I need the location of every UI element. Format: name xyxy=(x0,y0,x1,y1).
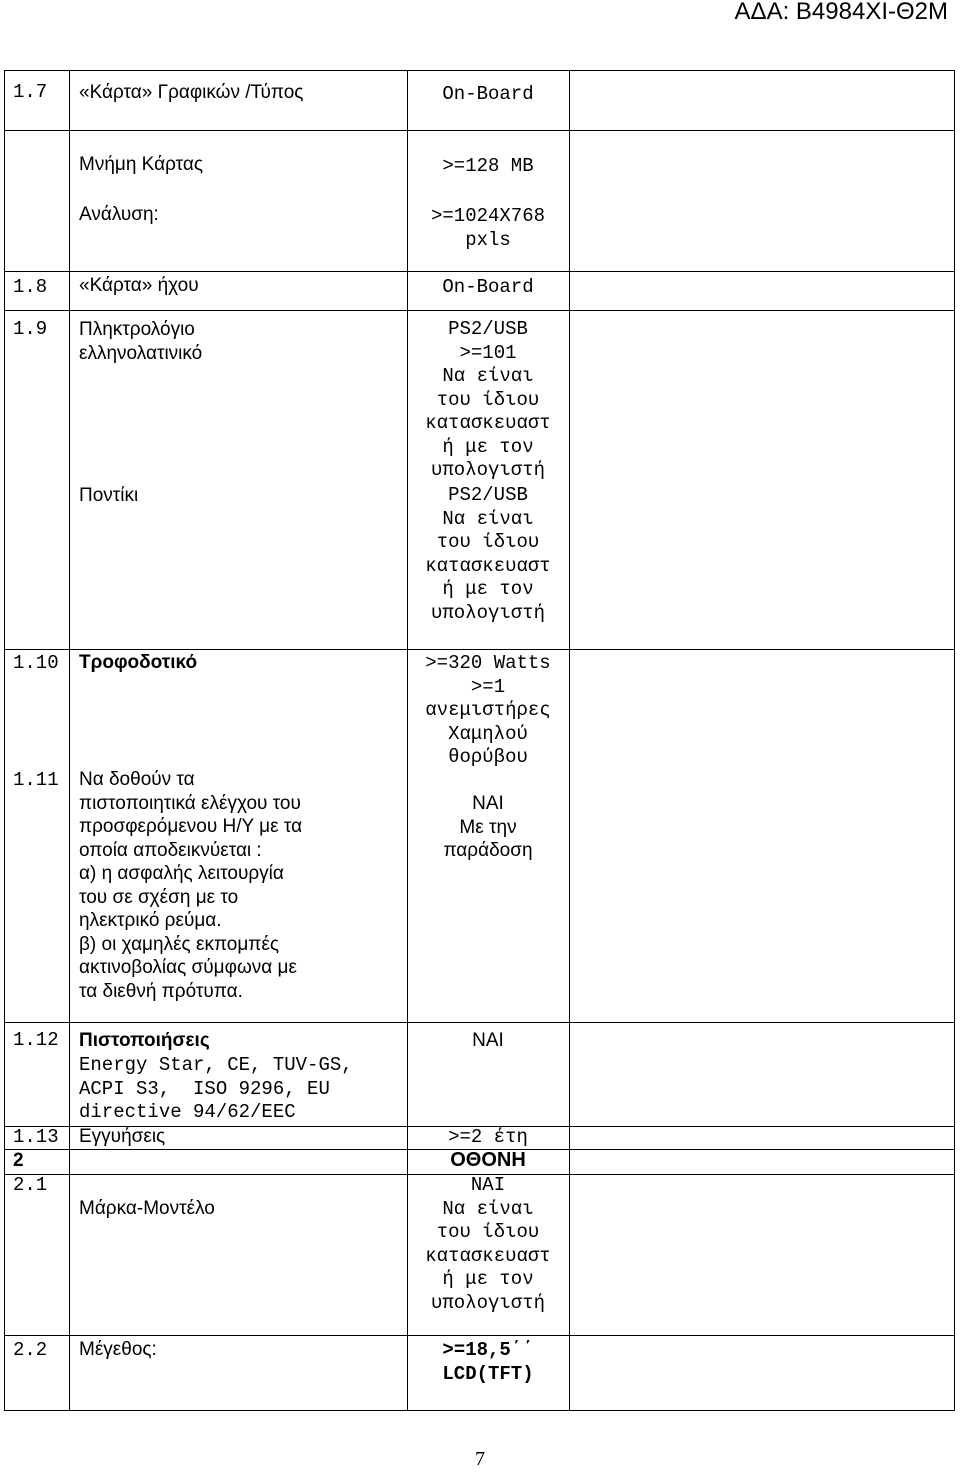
spec-detail: Energy Star, CE, TUV-GS, ACPI S3, ISO 9296, EU directive 94/62/EEC xyxy=(79,1054,353,1123)
row-number: 1.12 xyxy=(13,1029,59,1051)
spec-item: Ποντίκι xyxy=(79,485,139,506)
spec-value: >=1024Χ768 pxls xyxy=(430,205,546,251)
row-number: 1.11 xyxy=(13,769,59,791)
row-number: 1.10 xyxy=(13,652,59,674)
spec-value: On-Board xyxy=(442,276,534,298)
spec-value: >=18,5΄΄ LCD(TFT) xyxy=(442,1339,534,1385)
specs-table xyxy=(4,70,955,1411)
row-divider xyxy=(5,310,954,311)
spec-value: ΝΑΙ Να είναι του ίδιου κατασκευαστ ή με τον υπολογιστή xyxy=(425,1174,551,1314)
spec-item: Εγγυήσεις xyxy=(79,1126,166,1147)
spec-value: >=2 έτη xyxy=(448,1126,528,1148)
spec-item: Πιστοποιήσεις xyxy=(79,1030,210,1051)
row-number: 2 xyxy=(13,1150,24,1171)
spec-item: «Κάρτα» ήχου xyxy=(79,275,199,296)
row-number: 2.2 xyxy=(13,1339,48,1361)
spec-item: Μέγεθος: xyxy=(79,1339,157,1360)
spec-item: Μάρκα-Μοντέλο xyxy=(79,1198,215,1219)
spec-item: Τροφοδοτικό xyxy=(79,652,198,673)
row-divider xyxy=(5,1022,954,1023)
row-number: 1.9 xyxy=(13,318,48,340)
row-divider xyxy=(5,649,954,650)
spec-value: >=320 Watts >=1 ανεμιστήρες Χαμηλού θορύβου xyxy=(425,652,551,768)
row-divider xyxy=(5,271,954,272)
page-number: 7 xyxy=(475,1448,485,1470)
row-divider xyxy=(5,130,954,131)
spec-value: PS2/USB Να είναι του ίδιου κατασκευαστ ή με τον υπολογιστή xyxy=(425,484,551,624)
row-divider xyxy=(5,1335,954,1336)
spec-item: «Κάρτα» Γραφικών /Τύπος xyxy=(79,82,304,103)
row-number: 1.7 xyxy=(13,81,48,103)
spec-value: On-Board xyxy=(442,83,534,105)
spec-value: >=128 MB xyxy=(442,155,534,177)
row-number: 1.8 xyxy=(13,276,48,298)
row-number: 1.13 xyxy=(13,1126,59,1148)
ada-header: ΑΔΑ: Β4984ΧΙ-Θ2Μ xyxy=(734,0,948,25)
spec-value: PS2/USB >=101 Να είναι του ίδιου κατασκευαστ ή με τον υπολογιστή xyxy=(425,318,551,481)
spec-item: Ανάλυση: xyxy=(79,204,159,225)
spec-item: Να δοθούν τα πιστοποιητικά ελέγχου του προσφερόμενου Η/Υ με τα οποία αποδεικνύεται : α) η ασφαλής λειτουργία του σε σχέση με το ηλεκτρικό ρεύμα. β) οι χαμηλές εκπομπές ακτινοβολίας σύμφωνα με τα διεθνή πρότυπα. xyxy=(79,769,303,1002)
row-number: 2.1 xyxy=(13,1174,48,1196)
section-title: ΟΘΟΝΗ xyxy=(450,1149,526,1171)
spec-item: Μνήμη Κάρτας xyxy=(79,154,204,175)
spec-value: ΝΑΙ Με την παράδοση xyxy=(443,793,533,861)
spec-value: ΝΑΙ xyxy=(472,1030,504,1051)
spec-item: Πληκτρολόγιο ελληνολατινικό xyxy=(79,319,203,364)
